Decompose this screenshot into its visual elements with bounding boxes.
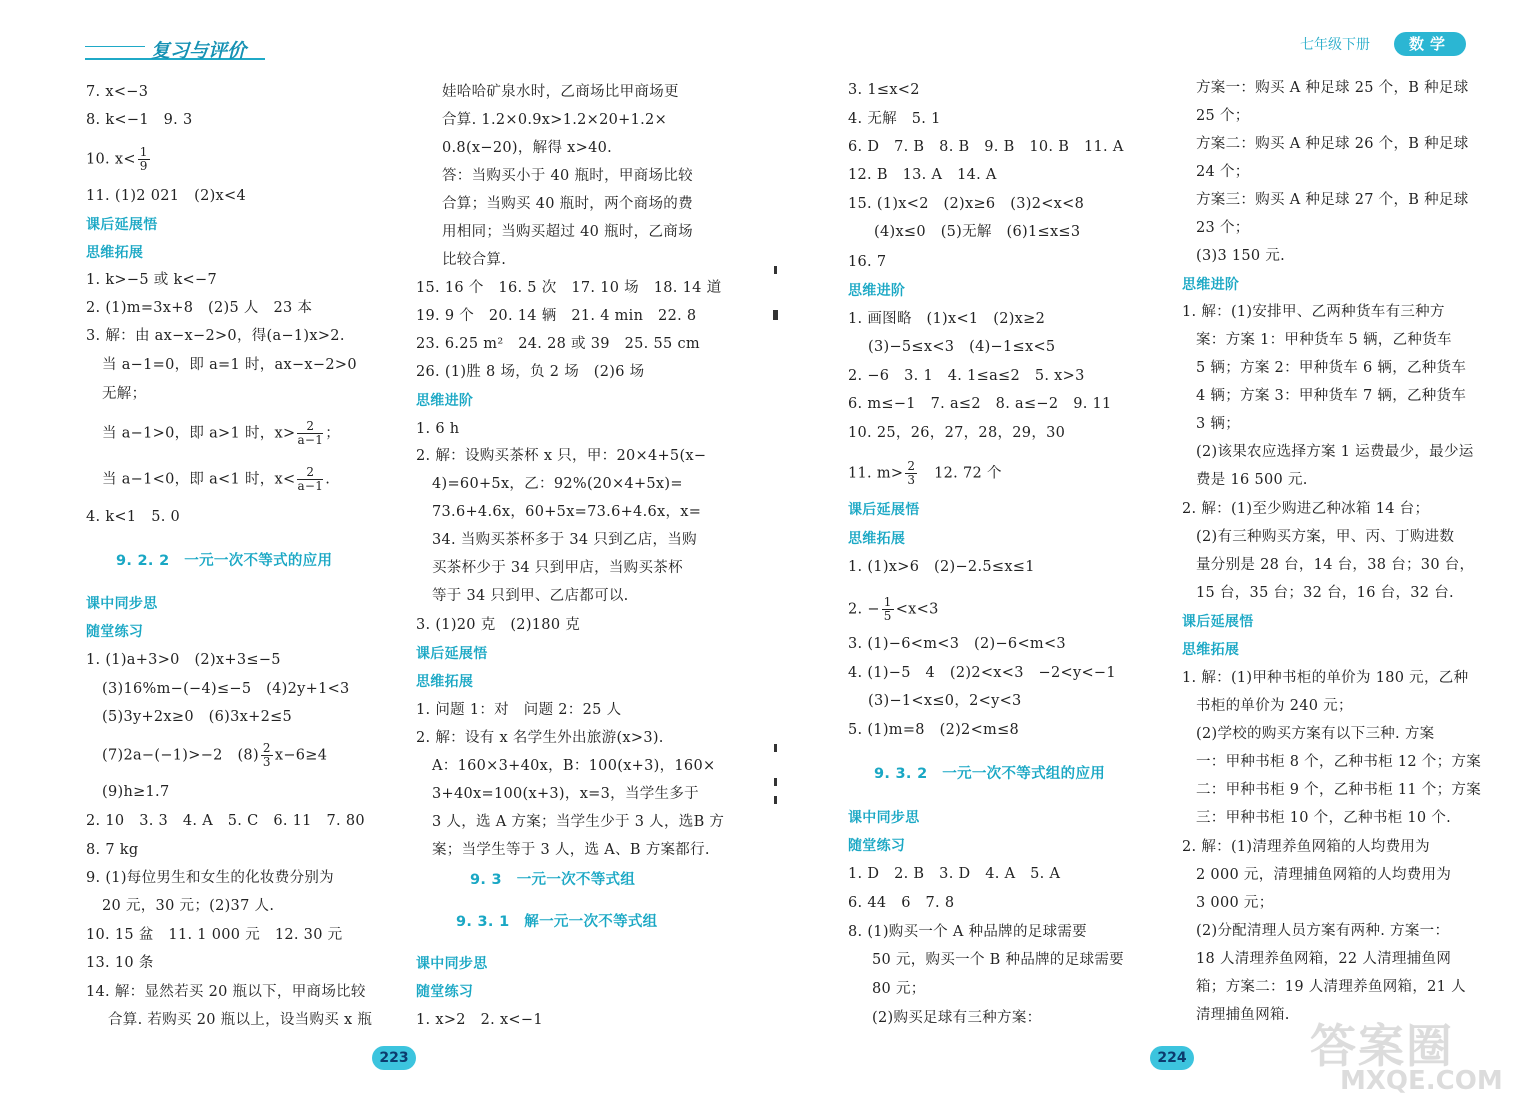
grade-label: 七年级下册 bbox=[1300, 37, 1370, 53]
answer-line: 案；当学生等于 3 人，选 A、B 方案都行. bbox=[432, 842, 710, 858]
answer-line: 73.6+4.6x，60+5x=73.6+4.6x，x= bbox=[432, 504, 702, 520]
answer-line: 案：方案 1：甲种货车 5 辆，乙种货车 bbox=[1196, 332, 1452, 348]
answer-line: 25 个； bbox=[1196, 108, 1250, 124]
section-heading: 课后延展悟 bbox=[1182, 614, 1254, 630]
answer-line: 清理捕鱼网箱. bbox=[1196, 1007, 1290, 1023]
answer-line: 2. (1)m=3x+8 (2)5 人 23 本 bbox=[86, 300, 313, 316]
answer-line: 3 000 元； bbox=[1196, 895, 1274, 911]
answer-line: 18 人清理养鱼网箱，22 人清理捕鱼网 bbox=[1196, 951, 1452, 967]
binding-mark bbox=[774, 778, 777, 786]
section-heading: 思维进阶 bbox=[1182, 277, 1240, 293]
answer-line: 13. 10 条 bbox=[86, 955, 154, 971]
answer-line: 6. D 7. B 8. B 9. B 10. B 11. A bbox=[848, 139, 1124, 155]
answer-line: 5 辆；方案 2：甲种货车 6 辆，乙种货车 bbox=[1196, 360, 1467, 376]
answer-line: 合算. 1.2×0.9x>1.2×20+1.2× bbox=[442, 112, 668, 128]
answer-line: 2. 解：设购买茶杯 x 只，甲：20×4+5(x− bbox=[416, 448, 707, 464]
answer-line: 买茶杯少于 34 只到甲店，当购买茶杯 bbox=[432, 560, 683, 576]
answer-line: (3)−5≤x<3 (4)−1≤x<5 bbox=[868, 339, 1056, 355]
section-heading: 思维拓展 bbox=[1182, 642, 1240, 658]
answer-line: 2. −6 3. 1 4. 1≤a≤2 5. x>3 bbox=[848, 368, 1085, 384]
answer-line: 24 个； bbox=[1196, 164, 1250, 180]
answer-line: 16. 7 bbox=[848, 254, 887, 270]
watermark-logo bbox=[1300, 1010, 1530, 1100]
answer-line: 方案三：购买 A 种足球 27 个，B 种足球 bbox=[1196, 192, 1469, 208]
answer-line: 34. 当购买茶杯多于 34 只到乙店，当购 bbox=[432, 532, 697, 548]
answer-line: 合算；当购买 40 瓶时，两个商场的费 bbox=[442, 196, 693, 212]
answer-line: (2)分配清理人员方案有两种. 方案一： bbox=[1196, 923, 1450, 939]
section-title: 9. 3. 1 解一元一次不等式组 bbox=[456, 914, 658, 930]
answer-line: 合算. 若购买 20 瓶以上，设当购买 x 瓶 bbox=[108, 1012, 373, 1028]
answer-line: 用相同；当购买超过 40 瓶时，乙商场 bbox=[442, 224, 693, 240]
answer-line: 箱；方案二：19 人清理养鱼网箱，21 人 bbox=[1196, 979, 1466, 995]
answer-line: 80 元； bbox=[872, 981, 926, 997]
answer-line: 1. 问题 1：对 问题 2：25 人 bbox=[416, 702, 622, 718]
answer-line: 26. (1)胜 8 场，负 2 场 (2)6 场 bbox=[416, 364, 645, 380]
answer-line: 方案二：购买 A 种足球 26 个，B 种足球 bbox=[1196, 136, 1469, 152]
answer-line: 10. x< $\frac{1}{9}$ bbox=[86, 145, 148, 173]
answer-line: 2. 解：(1)至少购进乙种冰箱 14 台； bbox=[1182, 501, 1430, 517]
answer-line: 23. 6.25 m² 24. 28 或 39 25. 55 cm bbox=[416, 336, 700, 352]
answer-line: 4 辆；方案 3：甲种货车 7 辆，乙种货车 bbox=[1196, 388, 1467, 404]
answer-line: 8. 7 kg bbox=[86, 842, 139, 858]
answer-line: (2)有三种购买方案，甲、丙、丁购进数 bbox=[1196, 529, 1455, 545]
answer-line: 2 000 元，清理捕鱼网箱的人均费用为 bbox=[1196, 867, 1452, 883]
answer-line: 9. (1)每位男生和女生的化妆费分别为 bbox=[86, 870, 334, 886]
fraction: $\frac{1}{5}$ bbox=[883, 595, 892, 623]
section-heading: 思维拓展 bbox=[86, 245, 144, 261]
answer-line: 14. 解：显然若买 20 瓶以下，甲商场比较 bbox=[86, 984, 366, 1000]
section-heading: 课中同步思 bbox=[86, 596, 158, 612]
answer-line: (3)16%m−(−4)≤−5 (4)2y+1<3 bbox=[102, 681, 350, 697]
fraction: $\frac{2}{3}$ bbox=[262, 741, 271, 769]
section-title: 9. 3 一元一次不等式组 bbox=[470, 872, 636, 888]
answer-line: 3 人，选 A 方案；当学生少于 3 人，选B 方 bbox=[432, 814, 725, 830]
answer-line: A：160×3+40x，B：100(x+3)，160× bbox=[432, 758, 716, 774]
answer-line: (3)3 150 元. bbox=[1196, 248, 1286, 264]
answer-line: 娃哈哈矿泉水时，乙商场比甲商场更 bbox=[442, 84, 679, 100]
answer-line: 当 a−1=0，即 a=1 时，ax−x−2>0 bbox=[102, 357, 357, 373]
answer-line: (3)−1<x≤0，2<y<3 bbox=[868, 693, 1022, 709]
section-heading: 课后延展悟 bbox=[848, 502, 920, 518]
answer-line: 15 台，35 台；32 台，16 台，32 台. bbox=[1196, 585, 1454, 601]
answer-line: 比较合算. bbox=[442, 252, 507, 268]
answer-line: 3. (1)20 克 (2)180 克 bbox=[416, 617, 581, 633]
answer-line: 1. 解：(1)甲种书柜的单价为 180 元，乙种 bbox=[1182, 670, 1469, 686]
fraction: $\frac{2}{a-1}$ bbox=[297, 419, 324, 447]
answer-line: 2. 解：(1)清理养鱼网箱的人均费用为 bbox=[1182, 839, 1430, 855]
answer-line: 6. 44 6 7. 8 bbox=[848, 895, 955, 911]
answer-line: (2)购买足球有三种方案： bbox=[872, 1010, 1042, 1026]
answer-line: 3. 解：由 ax−x−2>0，得(a−1)x>2. bbox=[86, 328, 345, 344]
answer-line: 5. (1)m=8 (2)2<m≤8 bbox=[848, 722, 1020, 738]
answer-line: 11. (1)2 021 (2)x<4 bbox=[86, 188, 247, 204]
answer-line: (2)该果农应选择方案 1 运费最少，最少运 bbox=[1196, 444, 1474, 460]
answer-line: 8. k<−1 9. 3 bbox=[86, 112, 193, 128]
section-heading: 随堂练习 bbox=[848, 838, 906, 854]
answer-line: 4. k<1 5. 0 bbox=[86, 509, 181, 525]
section-heading: 课中同步思 bbox=[848, 810, 920, 826]
section-heading: 随堂练习 bbox=[86, 624, 144, 640]
answer-line: (2)学校的购买方案有以下三种. 方案 bbox=[1196, 726, 1435, 742]
answer-line: 2. 解：设有 x 名学生外出旅游(x>3). bbox=[416, 730, 664, 746]
subject-badge: 数学 bbox=[1394, 32, 1466, 56]
answer-line: 当 a−1<0，即 a<1 时，x< $\frac{2}{a-1}$ . bbox=[102, 465, 331, 493]
page-number-right: 224 bbox=[1150, 1046, 1194, 1070]
section-heading: 随堂练习 bbox=[416, 984, 474, 1000]
section-heading: 课后延展悟 bbox=[86, 217, 158, 233]
answer-line: 1. 6 h bbox=[416, 421, 460, 437]
answer-line: 方案一：购买 A 种足球 25 个，B 种足球 bbox=[1196, 80, 1469, 96]
header-arrow-line bbox=[85, 46, 145, 47]
answer-line: 10. 15 盆 11. 1 000 元 12. 30 元 bbox=[86, 927, 343, 943]
binding-mark bbox=[774, 266, 777, 274]
section-title: 9. 3. 2 一元一次不等式组的应用 bbox=[874, 766, 1106, 782]
answer-line: 50 元，购买一个 B 种品牌的足球需要 bbox=[872, 952, 1124, 968]
answer-line: (9)h≥1.7 bbox=[102, 784, 170, 800]
answer-line: 1. 画图略 (1)x<1 (2)x≥2 bbox=[848, 311, 1046, 327]
answer-line: (5)3y+2x≥0 (6)3x+2≤5 bbox=[102, 709, 293, 725]
answer-line: 一：甲种书柜 8 个，乙种书柜 12 个；方案 bbox=[1196, 754, 1482, 770]
answer-line: 1. k>−5 或 k<−7 bbox=[86, 272, 217, 288]
section-heading: 思维进阶 bbox=[848, 283, 906, 299]
answer-line: 8. (1)购买一个 A 种品牌的足球需要 bbox=[848, 924, 1087, 940]
answer-line: 无解； bbox=[102, 386, 147, 402]
answer-line: 等于 34 只到甲、乙店都可以. bbox=[432, 588, 629, 604]
brand-title: 复习与评价 bbox=[151, 40, 247, 62]
answer-line: 1. (1)a+3>0 (2)x+3≤−5 bbox=[86, 652, 281, 668]
answer-line: 三：甲种书柜 10 个，乙种书柜 10 个. bbox=[1196, 810, 1452, 826]
answer-line: 当 a−1>0，即 a>1 时，x> $\frac{2}{a-1}$ ； bbox=[102, 419, 341, 447]
answer-line: 3. (1)−6<m<3 (2)−6<m<3 bbox=[848, 636, 1066, 652]
answer-line: 6. m≤−1 7. a≤2 8. a≤−2 9. 11 bbox=[848, 396, 1112, 412]
section-heading: 思维进阶 bbox=[416, 393, 474, 409]
answer-line: 答：当购买小于 40 瓶时，甲商场比较 bbox=[442, 168, 693, 184]
answer-line: 1. 解：(1)安排甲、乙两种货车有三种方 bbox=[1182, 304, 1445, 320]
watermark-url: MXQE.COM bbox=[1340, 1066, 1503, 1096]
binding-mark bbox=[774, 796, 777, 804]
answer-line: (4)x≤0 (5)无解 (6)1≤x≤3 bbox=[874, 224, 1081, 240]
fraction: $\frac{1}{9}$ bbox=[139, 145, 148, 173]
answer-line: 15. 16 个 16. 5 次 17. 10 场 18. 14 道 bbox=[416, 280, 722, 296]
answer-line: 23 个； bbox=[1196, 220, 1250, 236]
answer-line: 3. 1≤x<2 bbox=[848, 82, 920, 98]
answer-line: 10. 25，26，27，28，29，30 bbox=[848, 425, 1066, 441]
answer-line: 15. (1)x<2 (2)x≥6 (3)2<x<8 bbox=[848, 196, 1085, 212]
binding-mark bbox=[773, 310, 778, 320]
answer-line: (7)2a−(−1)>−2 (8) $\frac{2}{3}$ x−6≥4 bbox=[102, 741, 328, 769]
watermark-text: 答案圈 bbox=[1310, 1019, 1454, 1073]
answer-line: 7. x<−3 bbox=[86, 84, 149, 100]
answer-line: 3 辆； bbox=[1196, 416, 1241, 432]
answer-line: 费是 16 500 元. bbox=[1196, 472, 1308, 488]
answer-line: 2. − $\frac{1}{5}$ <x<3 bbox=[848, 595, 939, 623]
answer-line: 11. m> $\frac{2}{3}$ 12. 72 个 bbox=[848, 459, 1002, 487]
answer-line: 1. (1)x>6 (2)−2.5≤x≤1 bbox=[848, 559, 1035, 575]
answer-line: 2. 10 3. 3 4. A 5. C 6. 11 7. 80 bbox=[86, 813, 365, 829]
section-title: 9. 2. 2 一元一次不等式的应用 bbox=[116, 553, 333, 569]
section-heading: 思维拓展 bbox=[416, 674, 474, 690]
answer-line: 1. x>2 2. x<−1 bbox=[416, 1012, 543, 1028]
answer-line: 12. B 13. A 14. A bbox=[848, 167, 997, 183]
section-heading: 课中同步思 bbox=[416, 956, 488, 972]
page-number-left: 223 bbox=[372, 1046, 416, 1070]
answer-line: 19. 9 个 20. 14 辆 21. 4 min 22. 8 bbox=[416, 308, 697, 324]
answer-line: 4)=60+5x，乙：92%(20×4+5x)= bbox=[432, 476, 683, 492]
fraction: $\frac{2}{3}$ bbox=[907, 459, 916, 487]
answer-line: 0.8(x−20)，解得 x>40. bbox=[442, 140, 613, 156]
answer-line: 4. 无解 5. 1 bbox=[848, 111, 941, 127]
answer-line: 书柜的单价为 240 元； bbox=[1196, 698, 1353, 714]
answer-line: 二：甲种书柜 9 个，乙种书柜 11 个；方案 bbox=[1196, 782, 1482, 798]
answer-line: 4. (1)−5 4 (2)2<x<3 −2<y<−1 bbox=[848, 665, 1116, 681]
answer-line: 3+40x=100(x+3)，x=3，当学生多于 bbox=[432, 786, 699, 802]
binding-mark bbox=[774, 744, 777, 752]
section-heading: 思维拓展 bbox=[848, 531, 906, 547]
answer-line: 20 元，30 元；(2)37 人. bbox=[102, 898, 275, 914]
section-heading: 课后延展悟 bbox=[416, 646, 488, 662]
fraction: $\frac{2}{a-1}$ bbox=[297, 465, 324, 493]
answer-line: 1. D 2. B 3. D 4. A 5. A bbox=[848, 866, 1061, 882]
answer-line: 量分别是 28 台，14 台，38 台；30 台， bbox=[1196, 557, 1475, 573]
